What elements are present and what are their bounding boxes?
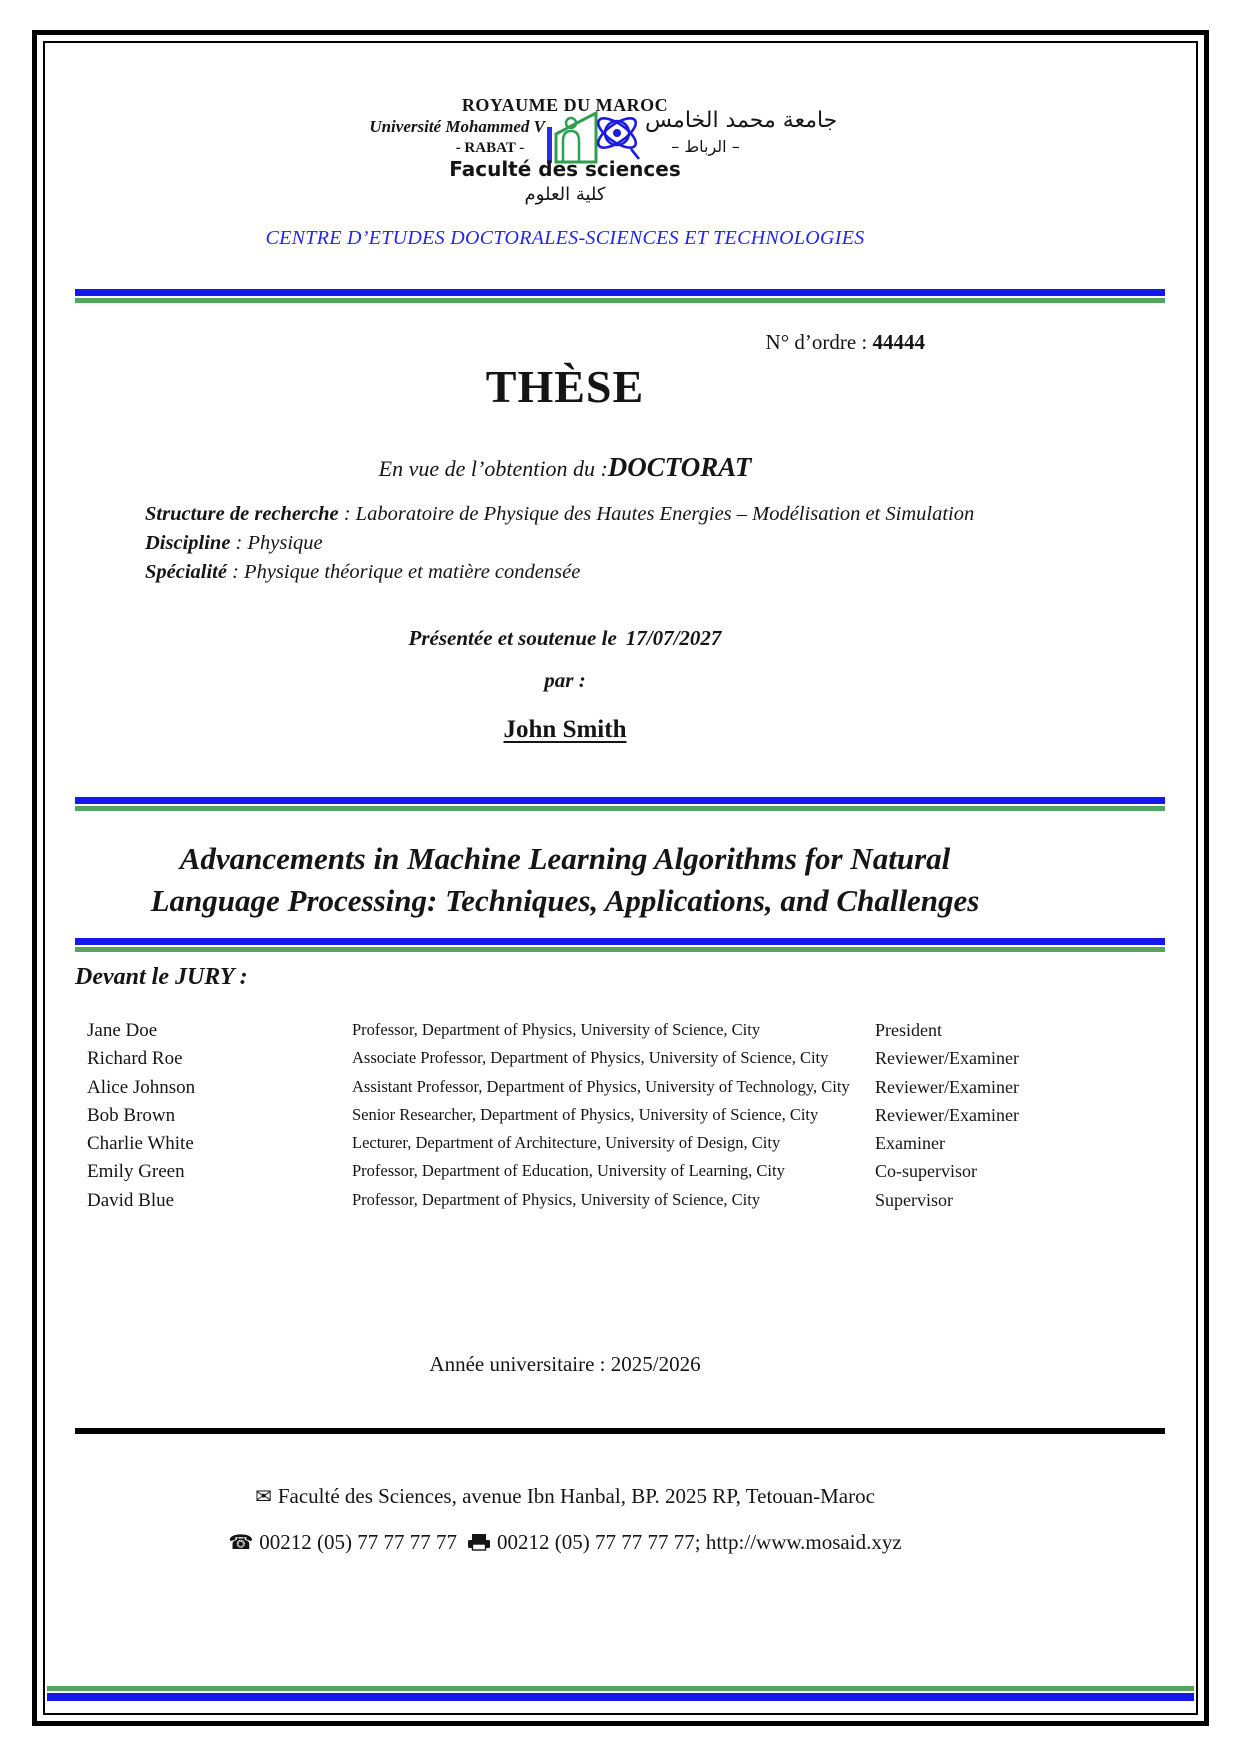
discipline-line [145,529,1065,558]
thesis-main-title [75,838,1055,922]
order-value: 44444 [872,330,925,354]
phone-icon: ☎ [228,1530,254,1554]
thesis-title-line1: Advancements in Machine Learning Algorithms for Natural [179,841,951,876]
research-structure-label: Structure de recherche [145,503,339,525]
jury-member-affiliation: Professor, Department of Physics, University of Science, City [352,1020,761,1039]
footer-address-line [75,1484,1055,1509]
speciality-value: : Physique théorique et matière condensée [226,561,581,583]
research-structure-line [145,500,1065,529]
jury-member-role: Examiner [875,1133,945,1154]
separator-bottom [47,1686,1194,1701]
doctoral-center-line: CENTRE D’ETUDES DOCTORALES-SCIENCES ET TECHNOLOGIES [265,227,865,249]
footer-fax-url: 00212 (05) 77 77 77 77; http://www.mosaid.xyz [497,1530,902,1554]
city-name-ar: – الرباط – [671,137,740,156]
author-name-text: John Smith [503,716,627,743]
jury-member-role: Co-supervisor [875,1161,977,1182]
degree-purpose-prefix: En vue de l’obtention du : [378,456,608,481]
jury-heading: Devant le JURY : [75,964,248,990]
jury-member-name: Bob Brown [87,1104,176,1126]
separator-above-title [75,797,1165,811]
jury-member-role: Supervisor [875,1189,953,1210]
order-label: N° d’ordre : [765,330,873,354]
author-name [75,716,1055,744]
thesis-title-line2: Language Processing: Techniques, Applications, and Challenges [150,883,980,918]
university-name-ar: جامعة محمد الخامس [645,108,838,133]
footer-phone: 00212 (05) 77 77 77 77 [259,1530,458,1554]
jury-member-name: Emily Green [87,1161,185,1183]
jury-member-role: President [875,1020,942,1040]
jury-member-name: Alice Johnson [87,1076,196,1098]
jury-member-affiliation: Professor, Department of Education, University of Learning, City [352,1161,785,1181]
defense-date: 17/07/2027 [625,626,722,650]
jury-table [87,1020,1162,1218]
speciality-label: Spécialité [145,561,227,583]
jury-member-name: Jane Doe [87,1020,158,1041]
jury-member-affiliation: Assistant Professor, Department of Physics, University of Technology, City [352,1076,850,1096]
footer-contact-line [75,1530,1055,1555]
jury-member-name: Richard Roe [87,1048,183,1070]
degree-name: DOCTORAT [607,452,752,482]
jury-member-name: David Blue [87,1189,175,1211]
order-number-line [75,330,925,355]
kingdom-title: ROYAUME DU MAROC [461,95,669,115]
discipline-label: Discipline [145,532,231,554]
footer-address: Faculté des Sciences, avenue Ibn Hanbal, BP. 2025 RP, Tetouan-Maroc [277,1484,875,1508]
jury-member-affiliation: Senior Researcher, Department of Physics, University of Science, City [352,1104,819,1124]
faculty-name-ar: كلية العلوم [524,184,606,205]
faculty-name-fr: Faculté des sciences [449,157,681,181]
jury-member-role: Reviewer/Examiner [875,1076,1019,1097]
speciality-line [145,558,1065,587]
envelope-icon: ✉ [255,1484,272,1508]
separator-top [75,289,1165,303]
academic-year-line: Année universitaire : 2025/2026 [429,1352,701,1376]
defense-date-label: Présentée et soutenue le [408,626,617,650]
fax-icon [467,1533,491,1551]
city-name-fr: - RABAT - [455,140,525,156]
research-structure-value: : Laboratoire de Physique des Hautes Energies – Modélisation et Simulation [338,503,975,525]
jury-member-affiliation: Associate Professor, Department of Physics, University of Science, City [352,1048,829,1068]
by-line: par : [544,668,586,692]
degree-purpose-line [75,452,1055,483]
separator-below-title [75,938,1165,952]
defense-date-line [75,626,1055,651]
footer-divider [75,1428,1165,1434]
jury-member-role: Reviewer/Examiner [875,1048,1019,1069]
university-name-fr: Université Mohammed V [369,117,545,136]
these-heading: THÈSE [485,361,645,412]
jury-member-affiliation: Lecturer, Department of Architecture, University of Design, City [352,1133,781,1153]
research-info-block [145,500,1065,587]
discipline-value: : Physique [230,532,323,554]
jury-member-name: Charlie White [87,1133,194,1155]
jury-member-affiliation: Professor, Department of Physics, University of Science, City [352,1189,761,1209]
jury-member-role: Reviewer/Examiner [875,1104,1019,1125]
